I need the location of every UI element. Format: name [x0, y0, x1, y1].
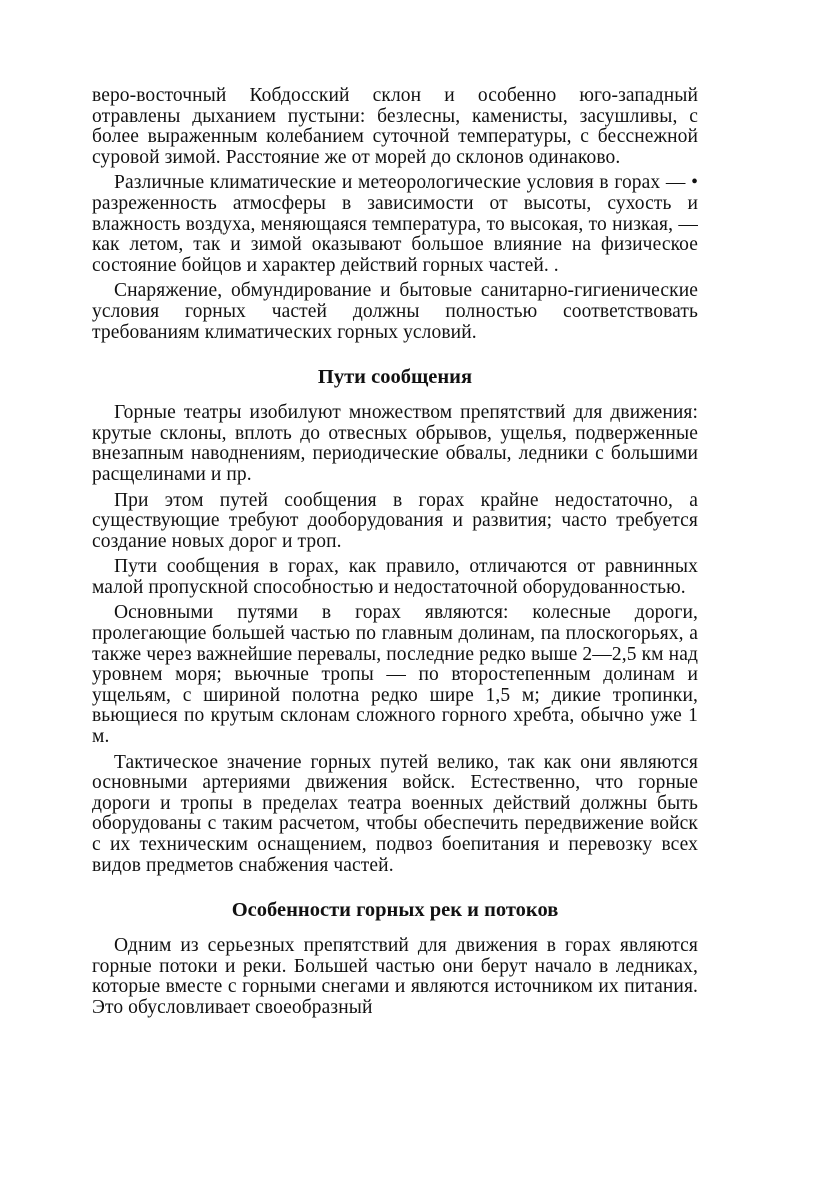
paragraph: Пути сообщения в горах, как правило, отличаются от равнинных малой пропускной способностью и недостаточной оборудованностью. — [92, 556, 698, 598]
section-heading-routes: Пути сообщения — [317, 366, 473, 389]
paragraph: Тактическое значение горных путей велико, так как они являются основными артериями движения войск. Естественно, что горные дороги и тропы в пределах театра военных действий должны быть оборудованы с таким расчетом, чтобы обеспечить передвижение войск с их техническим оснащением, подвоз боепитания и перевозку всех видов предметов снабжения частей. — [92, 751, 698, 876]
paragraph: Одним из серьезных препятствий для движения в горах являются горные потоки и реки. Большей частью они берут начало в ледниках, которые вместе с горными снегами и являются источником их питания. Это обусловливает своеобразный — [92, 935, 698, 1018]
paragraph: При этом путей сообщения в горах крайне недостаточно, а существующие требуют дооборудования и развития; часто требуется создание новых дорог и троп. — [92, 489, 698, 552]
paragraph: Основными путями в горах являются: колесные дороги, пролегающие большей частью по главным долинам, па плоскогорьях, а также через важнейшие перевалы, последние редко выше 2—2,5 км над уровнем моря; вьючные тропы — по второстепенным долинам и ущельям, с шириной полотна редко шире 1,5 м; дикие тропинки, вьющиеся по крутым склонам сложного горного хребта, обычно уже 1 м. — [92, 602, 698, 748]
section-heading-rivers: Особенности горных рек и потоков — [231, 899, 559, 922]
paragraph: Снаряжение, обмундирование и бытовые санитарно-гигиенические условия горных частей должны полностью соответствовать требованиям климатических горных условий. — [92, 280, 698, 343]
paragraph: Различные климатические и метеорологические условия в горах — • разреженность атмосферы в зависимости от высоты, сухость и влажность воздуха, меняющаяся температура, то высокая, то низкая, — как летом, так и зимой оказывают большое влияние на физическое состояние бойцов и характер действий горных частей. . — [92, 172, 698, 276]
page-body — [92, 86, 698, 1024]
paragraph: веро-восточный Кобдосский склон и особенно юго-западный отравлены дыханием пустыни: безлесны, каменисты, засушливы, с более выраженным колебанием суточной температуры, с бесснежной суровой зимой. Расстояние же от морей до склонов одинаково. — [92, 85, 698, 168]
paragraph: Горные театры изобилуют множеством препятствий для движения: крутые склоны, вплоть до отвесных обрывов, ущелья, подверженные внезапным наводнениям, периодические обвалы, ледники с большими расщелинами и пр. — [92, 402, 698, 485]
